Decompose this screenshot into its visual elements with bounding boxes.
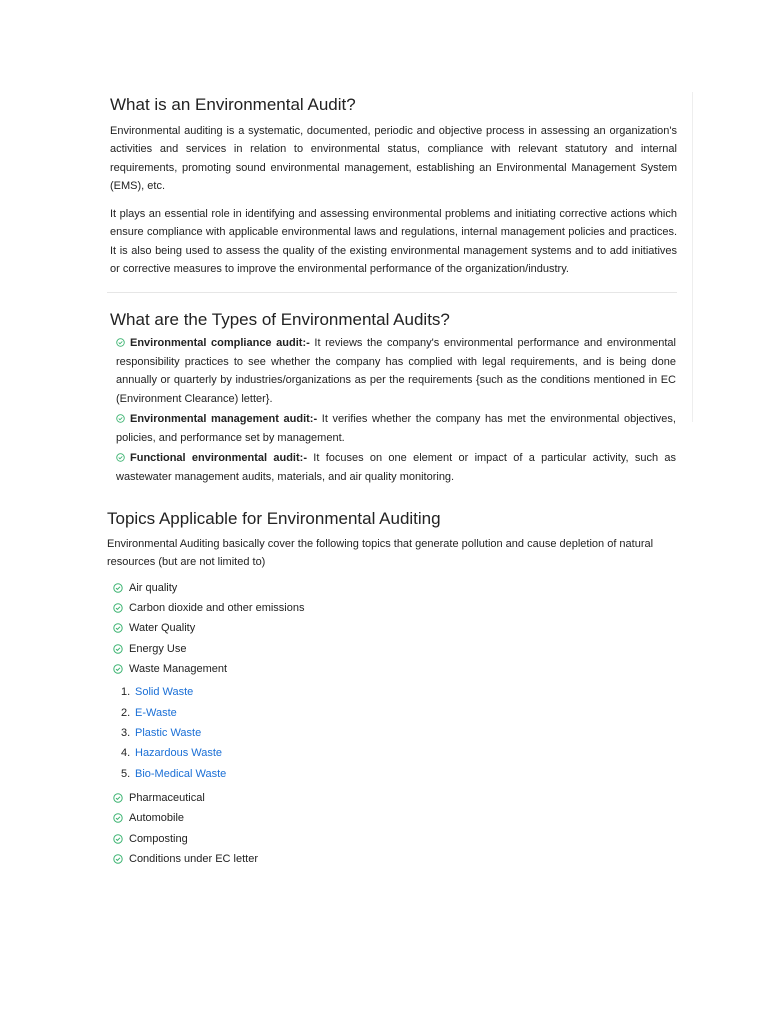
list-item <box>107 811 677 825</box>
section-what-is-audit <box>110 94 677 278</box>
audit-type-term: Functional environmental audit:- <box>130 452 307 464</box>
audit-type-term: Environmental management audit:- <box>130 413 318 425</box>
topic-label: Conditions under EC letter <box>129 852 259 865</box>
audit-type-text: It verifies whether the company has met the environmental objectives, policies, and performance set by management. <box>116 413 676 444</box>
check-circle-icon <box>113 834 123 844</box>
topic-label: Carbon dioxide and other emissions <box>129 601 305 614</box>
audit-type-item <box>110 410 676 447</box>
list-item <box>107 746 677 760</box>
section-title: What are the Types of Environmental Audits? <box>110 310 450 329</box>
content-border <box>692 92 693 422</box>
topic-label: Energy Use <box>129 642 187 655</box>
check-circle-icon <box>113 813 123 823</box>
check-circle-icon <box>113 664 123 674</box>
waste-link-e-waste[interactable]: E-Waste <box>135 706 177 719</box>
waste-link-plastic[interactable]: Plastic Waste <box>135 726 202 739</box>
topic-label: Automobile <box>129 812 185 825</box>
topic-label: Pharmaceutical <box>129 791 205 804</box>
list-item <box>107 581 677 595</box>
check-circle-icon <box>113 793 123 803</box>
paragraph: Environmental auditing is a systematic, documented, periodic and objective process in assessing an organization's activities and services in relation to environmental status, compliance with relevant statutory and internal requirements, promoting sound environmental management, establishing an Environmental Management System (EMS), etc. <box>110 125 677 192</box>
topics-list <box>107 581 677 677</box>
list-item <box>107 832 677 846</box>
list-item <box>107 767 677 781</box>
check-circle-icon <box>113 854 123 864</box>
topic-label: Water Quality <box>129 622 196 635</box>
waste-link-bio-medical[interactable]: Bio-Medical Waste <box>135 767 227 780</box>
list-item <box>107 662 677 676</box>
list-item <box>107 852 677 866</box>
more-topics-list <box>107 791 677 866</box>
list-number: 5. <box>121 767 131 780</box>
list-number: 2. <box>121 706 131 719</box>
list-item <box>107 685 677 699</box>
list-item <box>107 601 677 615</box>
section-title: Topics Applicable for Environmental Auditing <box>107 509 441 528</box>
section-audit-types <box>110 309 676 488</box>
check-circle-icon <box>113 623 123 633</box>
check-circle-icon <box>116 338 125 347</box>
list-item <box>107 642 677 656</box>
audit-type-item <box>110 449 676 486</box>
list-item <box>107 726 677 740</box>
topic-label: Composting <box>129 832 188 845</box>
waste-link-solid[interactable]: Solid Waste <box>135 686 194 699</box>
check-circle-icon <box>113 603 123 613</box>
topic-label: Waste Management <box>129 663 228 676</box>
check-circle-icon <box>116 453 125 462</box>
waste-types-list <box>107 685 677 781</box>
paragraph: It plays an essential role in identifying and assessing environmental problems and initiating corrective actions which ensure compliance with applicable environmental laws and regulations, internal management policies and practices. It is also being used to assess the quality of the existing environmental management systems and to add initiatives or corrective measures to improve the environmental performance of the organization/industry. <box>110 208 677 276</box>
check-circle-icon <box>113 644 123 654</box>
list-number: 1. <box>121 686 131 699</box>
section-title: What is an Environmental Audit? <box>110 95 356 114</box>
audit-type-text: It focuses on one element or impact of a particular activity, such as wastewater management audits, materials, and air quality monitoring. <box>116 452 676 483</box>
list-item <box>107 621 677 635</box>
topic-label: Air quality <box>129 581 178 594</box>
list-item <box>107 791 677 805</box>
section-topics <box>107 508 677 872</box>
topics-intro: Environmental Auditing basically cover the following topics that generate pollution and cause depletion of natural resources (but are not limited to) <box>107 538 654 569</box>
audit-type-text: It reviews the company's environmental performance and environmental responsibility practices to see whether the company has complied with legal requirements, and is being done annually or quarterly by industries/organizations as per the requirements {such as the conditions mentioned in EC (Environment Clearance) letter}. <box>116 337 676 405</box>
waste-link-hazardous[interactable]: Hazardous Waste <box>135 747 223 760</box>
section-divider <box>107 292 677 293</box>
audit-type-item <box>110 334 676 408</box>
list-number: 3. <box>121 726 131 739</box>
check-circle-icon <box>113 583 123 593</box>
list-item <box>107 706 677 720</box>
check-circle-icon <box>116 414 125 423</box>
audit-type-term: Environmental compliance audit:- <box>130 337 310 349</box>
list-number: 4. <box>121 747 131 760</box>
